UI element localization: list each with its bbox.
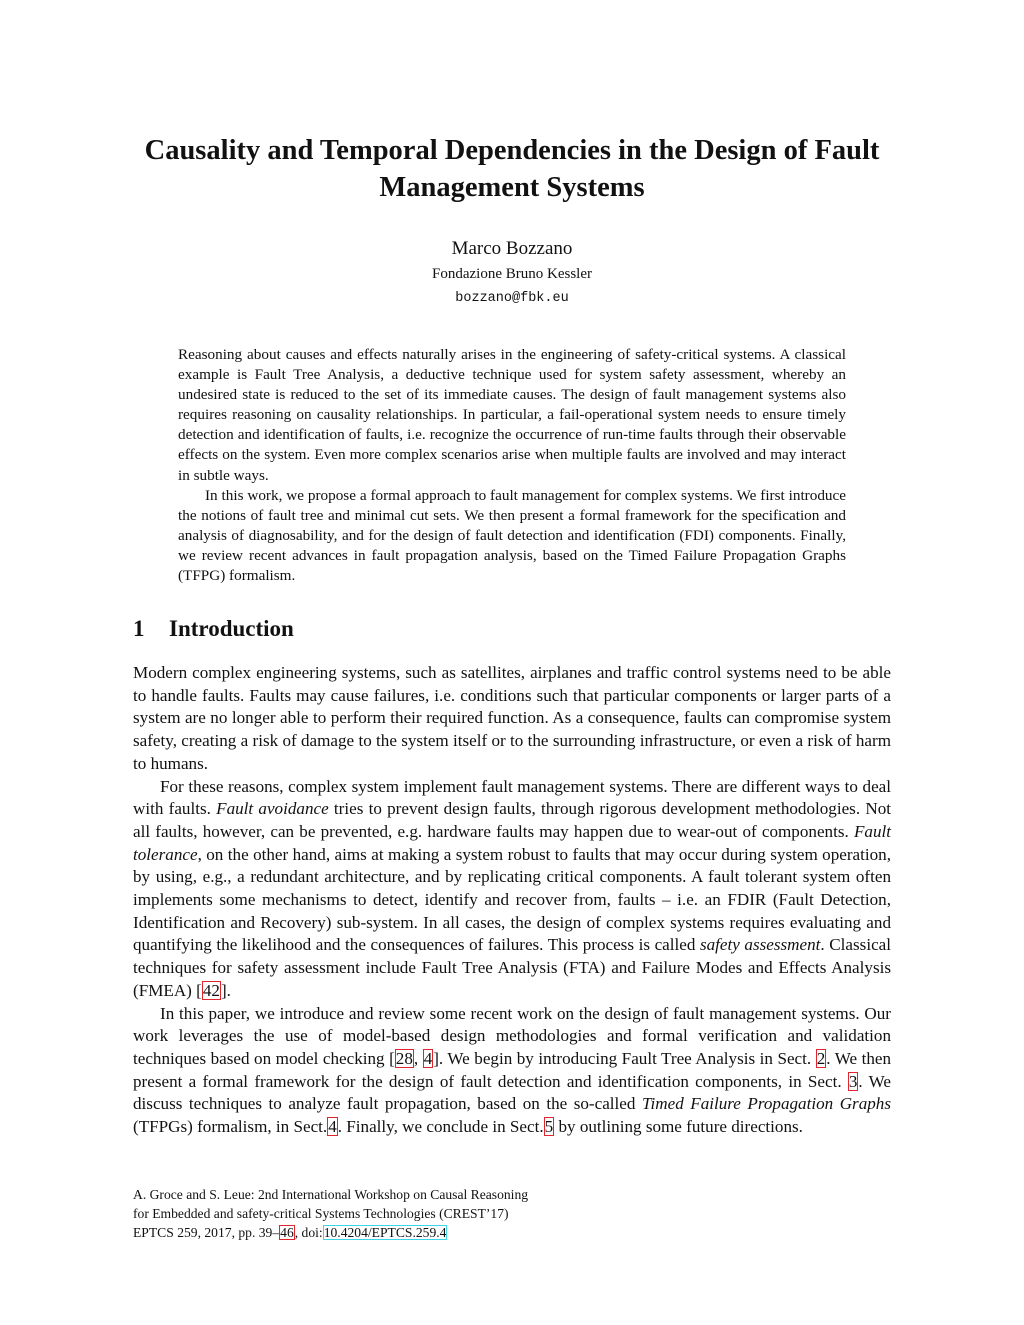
- abstract: [178, 345, 846, 586]
- text-run: ]. We begin by introducing Fault Tree Analysis in Sect.: [433, 1048, 816, 1068]
- intro-paragraph-3: [133, 1003, 891, 1139]
- section-heading-introduction: [133, 616, 294, 642]
- text-run: . We then present a formal framework for the design of fault detection and identification components, in Sect.: [133, 1048, 892, 1091]
- section-link-3[interactable]: 3: [848, 1071, 858, 1091]
- author-email: bozzano@fbk.eu: [455, 291, 569, 306]
- text-run: by outlining some future directions.: [554, 1117, 803, 1137]
- text-run: . Finally, we conclude in Sect.: [337, 1117, 544, 1137]
- last-page-link[interactable]: 46: [280, 1225, 294, 1240]
- text-run: (TFPGs) formalism, in Sect.: [133, 1117, 328, 1137]
- section-link-5[interactable]: 5: [544, 1117, 554, 1137]
- intro-paragraph-2: [133, 776, 891, 1003]
- footer-line-2: for Embedded and safety-critical Systems Technologies (CREST’17): [133, 1206, 509, 1221]
- text-run: ].: [220, 980, 231, 1000]
- author-name: Marco Bozzano: [451, 238, 573, 259]
- paper-title: Causality and Temporal Dependencies in the Design of Fault Management Systems: [144, 135, 880, 203]
- emphasis-safety-assessment: safety assessment: [699, 935, 821, 955]
- emphasis-fault-avoidance: Fault avoidance: [216, 799, 329, 819]
- citation-link-28[interactable]: 28: [395, 1048, 413, 1068]
- footer-line-1: A. Groce and S. Leue: 2nd International Workshop on Causal Reasoning: [133, 1187, 529, 1202]
- footer-line-3: [133, 1223, 693, 1242]
- text-run: . Classical techniques for safety assessment include Fault Tree Analysis (FTA) and Failure Modes and Effects Analysis (FMEA) [: [133, 935, 891, 1000]
- section-link-2[interactable]: 2: [816, 1048, 826, 1068]
- doi-link[interactable]: 10.4204/EPTCS.259.4: [323, 1225, 447, 1240]
- citation-link-4[interactable]: 4: [423, 1048, 433, 1068]
- text-run: EPTCS 259, 2017, pp. 39–: [133, 1225, 280, 1240]
- citation-link-42[interactable]: 42: [202, 980, 220, 1000]
- publication-footer: [133, 1185, 693, 1242]
- author-affiliation: Fondazione Bruno Kessler: [432, 266, 592, 282]
- abstract-paragraph-1: Reasoning about causes and effects naturally arises in the engineering of safety-critical systems. A classical example is Fault Tree Analysis, a deductive technique used for system safety assessment, whereby an undesired state is reduced to the set of its immediate causes. The design of fault management systems also requires reasoning on causality relationships. In particular, a fail-operational system needs to ensure timely detection and identification of faults, i.e. recognize the occurrence of run-time faults through their observable effects on the system. Even more complex scenarios arise when multiple faults are involved and may interact in subtle ways.: [178, 346, 846, 484]
- introduction-body: [133, 662, 891, 1139]
- intro-paragraph-1: Modern complex engineering systems, such as satellites, airplanes and traffic control systems need to be able to handle faults. Faults may cause failures, i.e. conditions such that particular components or larger parts of a system are no longer able to perform their required function. As a consequence, faults can compromise system safety, creating a risk of damage to the system itself or to the surrounding infrastructure, or even a risk of harm to humans.: [133, 663, 891, 773]
- text-run: tries to prevent design faults, through rigorous development methodologies. Not all faults, however, can be prevented, e.g. hardware faults may happen due to wear-out of components.: [133, 799, 891, 841]
- section-link-4[interactable]: 4: [328, 1117, 337, 1137]
- text-run: For these reasons, complex system implement fault management systems. There are different ways to deal with faults.: [133, 776, 891, 819]
- emphasis-tfpg: Timed Failure Propagation Graphs: [641, 1094, 891, 1114]
- section-title: Introduction: [169, 616, 294, 641]
- text-run: , doi:: [294, 1225, 323, 1240]
- text-run: In this paper, we introduce and review some recent work on the design of fault management systems. Our work leverages the use of model-based design methodologies and formal verification and validation techniques based on model checking [: [133, 1003, 891, 1068]
- text-run: . We discuss techniques to analyze fault propagation, based on the so-called: [133, 1071, 892, 1114]
- emphasis-fault-tolerance: Fault tolerance: [133, 821, 891, 864]
- section-number: 1: [133, 616, 145, 641]
- text-run: , on the other hand, aims at making a system robust to faults that may occur during system operation, by using, e.g., a redundant architecture, and by replicating critical components. A fault tolerant system often implements some mechanisms to detect, identify and recover from, faults – i.e. an FDIR (Fault Detection, Identification and Recovery) sub-system. In all cases, the design of complex systems requires evaluating and quantifying the likelihood and the consequences of failures. This process is called: [133, 844, 891, 955]
- abstract-paragraph-2: In this work, we propose a formal approach to fault management for complex systems. We first introduce the notions of fault tree and minimal cut sets. We then present a formal framework for the specification and analysis of diagnosability, and for the design of fault detection and identification (FDI) components. Finally, we review recent advances in fault propagation analysis, based on the Timed Failure Propagation Graphs (TFPG) formalism.: [178, 486, 846, 585]
- text-run: ,: [413, 1048, 423, 1068]
